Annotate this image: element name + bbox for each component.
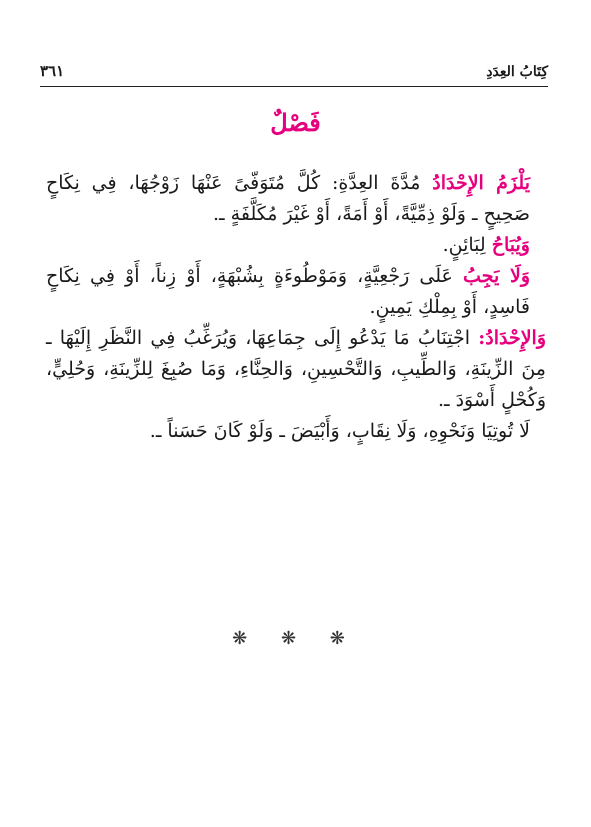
paragraph-text: اجْتِنَابُ مَا يَدْعُو إِلَى جِمَاعِهَا، وَيُرَغِّبُ فِي النَّظَرِ إِلَيْهَا ـ مِنَ الزِّينَةِ، وَالطِّيبِ، وَالتَّحْسِينِ، وَالحِنَّاءِ، وَمَا صُبِغَ لِلزِّينَةِ، وَحُلِيٍّ، وَكُحْلٍ أَسْوَدَ ـ. xyxy=(46,327,546,411)
paragraph-text: مُدَّةَ العِدَّةِ: كُلَّ مُتَوَفّىً عَنْهَا زَوْجُهَا، فِي نِكَاحٍ صَحِيحٍ ـ وَلَوْ ذِمِّيَّةً، أَوْ أَمَةً، أَوْ غَيْرَ مُكَلَّفَةٍ ـ. xyxy=(46,172,530,225)
paragraph-text: لِبَائِنٍ. xyxy=(442,234,492,256)
paragraph-text: لَا تُوتِيَا وَنَحْوِهِ، وَلَا نِقَابٍ، وَأَبْيَضَ ـ وَلَوْ كَانَ حَسَناً ـ. xyxy=(149,420,530,442)
keyword-not-obligatory: وَلَا يَجِبُ xyxy=(463,265,530,287)
paragraph-not-obligatory xyxy=(46,261,546,323)
main-text xyxy=(46,168,546,447)
paragraph-mandatory-mourning xyxy=(46,168,546,230)
paragraph-permitted xyxy=(46,230,546,261)
paragraph-exceptions xyxy=(46,416,546,447)
page-header xyxy=(40,58,548,87)
keyword-permitted: وَيُبَاحُ xyxy=(491,234,530,256)
page-number: ٣٦١ xyxy=(40,62,65,80)
keyword-definition: وَالإِحْدَادُ: xyxy=(478,327,546,349)
paragraph-text: عَلَى رَجْعِيَّةٍ، وَمَوْطُوءَةٍ بِشُبْهَةٍ، أَوْ زِناً، أَوْ فِي نِكَاحٍ فَاسِدٍ، أَوْ بِمِلْكِ يَمِينٍ. xyxy=(46,265,530,318)
running-head-title: كِتَابُ العِدَدِ xyxy=(486,64,548,80)
section-separator-stars: ❋ ❋ ❋ xyxy=(232,628,359,649)
section-title: فَصْلٌ xyxy=(270,108,321,137)
paragraph-definition xyxy=(46,323,546,416)
keyword-mandatory: يَلْزَمُ الإِحْدَادُ xyxy=(432,172,530,194)
